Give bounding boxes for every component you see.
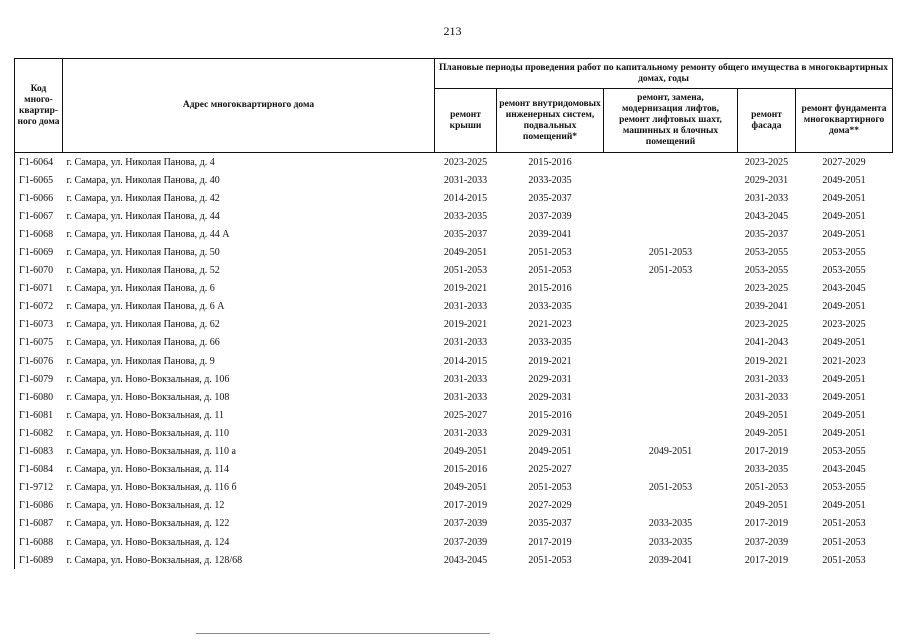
cell-address: г. Самара, ул. Николая Панова, д. 6 А <box>66 301 225 313</box>
cell-code: Г1-6076 <box>15 352 63 370</box>
cell-address: г. Самара, ул. Николая Панова, д. 4 <box>66 156 215 168</box>
cell-elevators: 2049-2051 <box>648 446 693 458</box>
cell-code: Г1-6067 <box>15 207 63 225</box>
cell-facade: 2031-2033 <box>744 192 789 204</box>
cell-foundation: 2049-2051 <box>822 210 866 222</box>
cell-foundation: 2053-2055 <box>822 265 866 277</box>
header-code: Код много-квартир-ного дома <box>15 59 63 153</box>
header-systems: ремонт внутридомовых инженерных систем, подвальных помещений* <box>497 89 604 153</box>
table-row <box>15 443 893 461</box>
cell-code: Г1-6069 <box>15 243 63 261</box>
header-periods-group: Плановые периоды проведения работ по капитальному ремонту общего имущества в многоквартирных домах, годы <box>435 59 893 89</box>
cell-address: г. Самара, ул. Николая Панова, д. 52 <box>66 265 220 277</box>
cell-facade: 2023-2025 <box>744 156 789 168</box>
cell-roof: 2049-2051 <box>443 482 488 494</box>
cell-foundation: 2049-2051 <box>822 373 866 385</box>
cell-foundation: 2043-2045 <box>822 283 866 295</box>
table-row <box>15 388 893 406</box>
cell-systems: 2029-2031 <box>528 373 572 385</box>
cell-roof: 2014-2015 <box>443 192 488 204</box>
cell-elevators <box>604 280 738 298</box>
cell-roof: 2019-2021 <box>443 283 488 295</box>
cell-elevators: 2033-2035 <box>648 518 693 530</box>
table-row <box>15 280 893 298</box>
cell-code: Г1-6081 <box>15 406 63 424</box>
cell-foundation: 2027-2029 <box>822 156 866 168</box>
cell-systems: 2033-2035 <box>528 174 572 186</box>
cell-facade: 2037-2039 <box>744 536 789 548</box>
cell-roof: 2014-2015 <box>443 355 488 367</box>
cell-code: Г1-6068 <box>15 225 63 243</box>
table-row <box>15 334 893 352</box>
cell-elevators <box>604 424 738 442</box>
cell-roof: 2049-2051 <box>443 446 488 458</box>
table-row <box>15 298 893 316</box>
cell-foundation: 2053-2055 <box>822 482 866 494</box>
cell-roof: 2025-2027 <box>443 409 488 421</box>
cell-foundation: 2051-2053 <box>822 554 866 566</box>
cell-foundation: 2049-2051 <box>822 192 866 204</box>
cell-code: Г1-6084 <box>15 461 63 479</box>
cell-facade: 2049-2051 <box>744 427 789 439</box>
cell-foundation: 2053-2055 <box>822 446 866 458</box>
cell-systems: 2035-2037 <box>528 192 572 204</box>
cell-code: Г1-6073 <box>15 316 63 334</box>
table-row <box>15 225 893 243</box>
cell-systems: 2015-2016 <box>528 156 572 168</box>
table-row <box>15 262 893 280</box>
cell-foundation: 2043-2045 <box>822 464 866 476</box>
cell-systems: 2033-2035 <box>528 301 572 313</box>
cell-elevators <box>604 189 738 207</box>
cell-address: г. Самара, ул. Николая Панова, д. 6 <box>66 283 215 295</box>
cell-code: Г1-6080 <box>15 388 63 406</box>
cell-roof: 2031-2033 <box>443 337 488 349</box>
table-row <box>15 406 893 424</box>
cell-facade: 2053-2055 <box>744 265 789 277</box>
cell-roof: 2031-2033 <box>443 174 488 186</box>
cell-roof: 2035-2037 <box>443 228 488 240</box>
cell-foundation: 2023-2025 <box>822 319 866 331</box>
cell-systems: 2019-2021 <box>528 355 572 367</box>
table-row <box>15 153 893 172</box>
table-row <box>15 497 893 515</box>
cell-systems: 2039-2041 <box>528 228 572 240</box>
table-row <box>15 189 893 207</box>
cell-address: г. Самара, ул. Николая Панова, д. 50 <box>66 247 220 259</box>
table-row <box>15 316 893 334</box>
cell-facade: 2039-2041 <box>744 301 789 313</box>
table-row <box>15 207 893 225</box>
divider <box>196 633 490 634</box>
cell-foundation: 2049-2051 <box>822 337 866 349</box>
cell-address: г. Самара, ул. Николая Панова, д. 9 <box>66 355 215 367</box>
cell-address: г. Самара, ул. Ново-Вокзальная, д. 110 <box>66 427 230 439</box>
cell-facade: 2033-2035 <box>744 464 789 476</box>
cell-roof: 2051-2053 <box>443 265 488 277</box>
cell-roof: 2033-2035 <box>443 210 488 222</box>
cell-roof: 2019-2021 <box>443 319 488 331</box>
cell-code: Г1-6072 <box>15 298 63 316</box>
cell-systems: 2015-2016 <box>528 283 572 295</box>
cell-address: г. Самара, ул. Ново-Вокзальная, д. 124 <box>66 536 230 548</box>
cell-systems: 2021-2023 <box>528 319 572 331</box>
cell-address: г. Самара, ул. Ново-Вокзальная, д. 110 а <box>66 446 236 458</box>
table-row <box>15 171 893 189</box>
cell-address: г. Самара, ул. Ново-Вокзальная, д. 114 <box>66 464 230 476</box>
cell-code: Г1-6083 <box>15 443 63 461</box>
cell-elevators: 2051-2053 <box>648 247 693 259</box>
cell-code: Г1-6089 <box>15 551 63 569</box>
cell-elevators <box>604 298 738 316</box>
cell-facade: 2031-2033 <box>744 373 789 385</box>
cell-foundation: 2051-2053 <box>822 518 866 530</box>
cell-roof: 2031-2033 <box>443 427 488 439</box>
cell-elevators <box>604 316 738 334</box>
cell-elevators <box>604 225 738 243</box>
cell-systems: 2017-2019 <box>528 536 572 548</box>
cell-foundation: 2049-2051 <box>822 409 866 421</box>
cell-elevators <box>604 207 738 225</box>
header-roof: ремонт крыши <box>435 89 497 153</box>
cell-address: г. Самара, ул. Николая Панова, д. 44 <box>66 210 220 222</box>
cell-code: Г1-6066 <box>15 189 63 207</box>
cell-foundation: 2049-2051 <box>822 500 866 512</box>
cell-facade: 2041-2043 <box>744 337 789 349</box>
cell-address: г. Самара, ул. Николая Панова, д. 62 <box>66 319 220 331</box>
cell-elevators <box>604 153 738 172</box>
cell-roof: 2031-2033 <box>443 373 488 385</box>
cell-code: Г1-6086 <box>15 497 63 515</box>
table-row <box>15 461 893 479</box>
cell-address: г. Самара, ул. Ново-Вокзальная, д. 12 <box>66 500 225 512</box>
cell-facade: 2049-2051 <box>744 500 789 512</box>
header-address: Адрес многоквартирного дома <box>63 59 435 153</box>
table-row <box>15 352 893 370</box>
cell-systems: 2025-2027 <box>528 464 572 476</box>
cell-roof: 2031-2033 <box>443 301 488 313</box>
cell-code: Г1-6070 <box>15 262 63 280</box>
cell-address: г. Самара, ул. Ново-Вокзальная, д. 11 <box>66 409 225 421</box>
cell-roof: 2037-2039 <box>443 518 488 530</box>
cell-elevators: 2033-2035 <box>648 536 693 548</box>
cell-systems: 2051-2053 <box>528 265 572 277</box>
table-row <box>15 479 893 497</box>
cell-elevators <box>604 388 738 406</box>
page-number: 213 <box>443 24 462 38</box>
cell-systems: 2051-2053 <box>528 482 572 494</box>
cell-elevators <box>604 334 738 352</box>
cell-code: Г1-9712 <box>15 479 63 497</box>
cell-address: г. Самара, ул. Ново-Вокзальная, д. 122 <box>66 518 230 530</box>
cell-facade: 2051-2053 <box>744 482 789 494</box>
cell-facade: 2019-2021 <box>744 355 789 367</box>
cell-elevators: 2051-2053 <box>648 482 693 494</box>
table-header <box>15 59 893 153</box>
cell-facade: 2017-2019 <box>744 446 789 458</box>
table-row <box>15 551 893 569</box>
cell-foundation: 2021-2023 <box>822 355 866 367</box>
cell-address: г. Самара, ул. Ново-Вокзальная, д. 106 <box>66 373 230 385</box>
cell-address: г. Самара, ул. Ново-Вокзальная, д. 128/68 <box>66 554 243 566</box>
table-row <box>15 424 893 442</box>
cell-systems: 2049-2051 <box>528 446 572 458</box>
cell-facade: 2023-2025 <box>744 319 789 331</box>
cell-code: Г1-6082 <box>15 424 63 442</box>
cell-facade: 2031-2033 <box>744 391 789 403</box>
cell-systems: 2027-2029 <box>528 500 572 512</box>
cell-code: Г1-6075 <box>15 334 63 352</box>
cell-code: Г1-6079 <box>15 370 63 388</box>
cell-address: г. Самара, ул. Николая Панова, д. 44 А <box>66 228 230 240</box>
table-row <box>15 370 893 388</box>
cell-facade: 2049-2051 <box>744 409 789 421</box>
table-row <box>15 243 893 261</box>
cell-foundation: 2051-2053 <box>822 536 866 548</box>
header-elevators: ремонт, замена, модернизация лифтов, ремонт лифтовых шахт, машинных и блочных помещений <box>604 89 738 153</box>
cell-systems: 2051-2053 <box>528 554 572 566</box>
cell-elevators <box>604 406 738 424</box>
cell-elevators <box>604 370 738 388</box>
cell-systems: 2029-2031 <box>528 427 572 439</box>
cell-facade: 2035-2037 <box>744 228 789 240</box>
table-row <box>15 533 893 551</box>
cell-systems: 2015-2016 <box>528 409 572 421</box>
cell-foundation: 2049-2051 <box>822 174 866 186</box>
cell-elevators <box>604 461 738 479</box>
cell-foundation: 2053-2055 <box>822 247 866 259</box>
cell-code: Г1-6088 <box>15 533 63 551</box>
cell-code: Г1-6064 <box>15 153 63 172</box>
cell-facade: 2017-2019 <box>744 554 789 566</box>
cell-facade: 2029-2031 <box>744 174 789 186</box>
cell-elevators <box>604 171 738 189</box>
cell-address: г. Самара, ул. Ново-Вокзальная, д. 108 <box>66 391 230 403</box>
cell-elevators: 2039-2041 <box>648 554 693 566</box>
cell-systems: 2033-2035 <box>528 337 572 349</box>
cell-foundation: 2049-2051 <box>822 427 866 439</box>
cell-foundation: 2049-2051 <box>822 228 866 240</box>
cell-facade: 2043-2045 <box>744 210 789 222</box>
cell-facade: 2017-2019 <box>744 518 789 530</box>
cell-address: г. Самара, ул. Николая Панова, д. 40 <box>66 174 220 186</box>
cell-systems: 2035-2037 <box>528 518 572 530</box>
table-row <box>15 515 893 533</box>
cell-systems: 2037-2039 <box>528 210 572 222</box>
cell-roof: 2031-2033 <box>443 391 488 403</box>
cell-elevators: 2051-2053 <box>648 265 693 277</box>
repair-schedule-table <box>14 58 893 569</box>
cell-foundation: 2049-2051 <box>822 301 866 313</box>
cell-systems: 2051-2053 <box>528 247 572 259</box>
cell-facade: 2053-2055 <box>744 247 789 259</box>
cell-roof: 2043-2045 <box>443 554 488 566</box>
cell-elevators <box>604 497 738 515</box>
cell-code: Г1-6071 <box>15 280 63 298</box>
cell-systems: 2029-2031 <box>528 391 572 403</box>
cell-roof: 2037-2039 <box>443 536 488 548</box>
cell-roof: 2023-2025 <box>443 156 488 168</box>
cell-roof: 2049-2051 <box>443 247 488 259</box>
cell-address: г. Самара, ул. Николая Панова, д. 66 <box>66 337 220 349</box>
cell-code: Г1-6065 <box>15 171 63 189</box>
cell-address: г. Самара, ул. Ново-Вокзальная, д. 116 б <box>66 482 237 494</box>
cell-roof: 2017-2019 <box>443 500 488 512</box>
cell-code: Г1-6087 <box>15 515 63 533</box>
header-facade: ремонт фасада <box>738 89 796 153</box>
cell-roof: 2015-2016 <box>443 464 488 476</box>
cell-facade: 2023-2025 <box>744 283 789 295</box>
cell-foundation: 2049-2051 <box>822 391 866 403</box>
cell-address: г. Самара, ул. Николая Панова, д. 42 <box>66 192 220 204</box>
table-body <box>15 153 893 570</box>
cell-elevators <box>604 352 738 370</box>
header-foundation: ремонт фундамента многоквартирного дома** <box>796 89 893 153</box>
